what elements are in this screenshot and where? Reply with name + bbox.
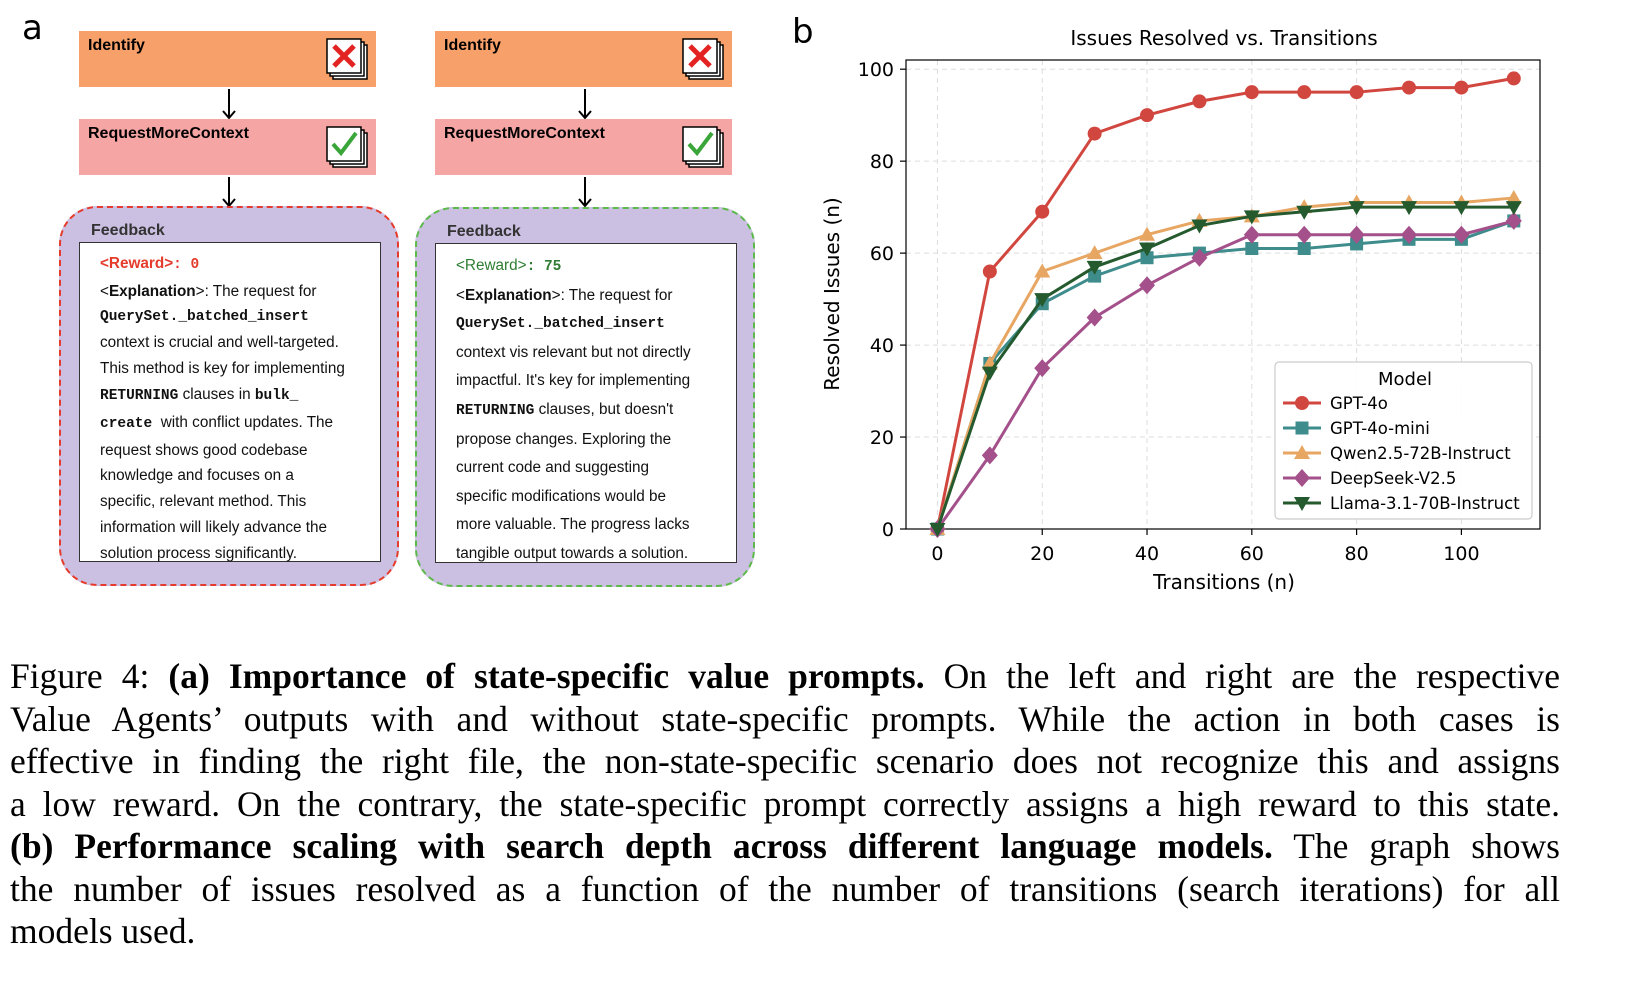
x-tick-label: 20	[1030, 543, 1055, 565]
data-point	[1244, 226, 1260, 244]
data-point	[1297, 85, 1311, 99]
x-tick-label: 40	[1134, 543, 1160, 565]
left-feedback-box	[59, 206, 399, 586]
data-point	[1088, 127, 1102, 141]
caption-line	[10, 740, 1560, 783]
left-line-8: knowledge and focuses on a	[100, 467, 294, 485]
left-line-2: QuerySet._batched_insert	[100, 308, 309, 325]
right-reward-label: <Reward>	[456, 257, 527, 274]
caption-text: a low reward. On the contrary, the state-specific prompt correctly assigns a high reward to this state.	[10, 783, 1560, 824]
right-line-3: context vis relevant but not directly	[456, 343, 691, 361]
caption-bold-text: (b) Performance scaling with search depth across different language models.	[10, 826, 1273, 866]
legend-entry: GPT-4o-mini	[1330, 419, 1430, 438]
legend-entry: Qwen2.5-72B-Instruct	[1330, 444, 1511, 463]
left-line-3: context is crucial and well-targeted.	[100, 334, 339, 352]
right-identify-label: Identify	[444, 37, 501, 54]
right-arrow-1	[575, 87, 595, 121]
text: <	[100, 282, 109, 300]
data-point	[1296, 226, 1312, 244]
legend-title: Model	[1377, 369, 1433, 390]
y-tick-label: 0	[881, 519, 894, 541]
left-line-11: solution process significantly.	[100, 544, 297, 562]
code: bulk_	[254, 387, 299, 404]
caption-text: Value Agents’ outputs with and without state-specific prompts. While the action in both cases is	[10, 698, 1560, 739]
data-point	[1139, 276, 1155, 294]
y-tick-label: 20	[869, 427, 894, 450]
y-tick-label: 60	[869, 243, 894, 266]
left-line-4: This method is key for implementing	[100, 360, 345, 378]
left-reward-value: : 0	[173, 257, 200, 273]
left-line-10: information will likely advance the	[100, 518, 328, 536]
caption-text: the number of issues resolved as a function of the number of transitions (search iterations) for all	[10, 868, 1560, 909]
y-tick-label: 100	[857, 59, 894, 82]
x-tick-label: 100	[1443, 543, 1480, 565]
text: clauses, but doesn't	[534, 400, 674, 418]
caption-line	[10, 910, 1560, 953]
right-reward-value: : 75	[526, 259, 562, 275]
left-arrow-1	[219, 87, 239, 121]
right-line-5	[456, 396, 726, 426]
right-line-2: QuerySet._batched_insert	[456, 316, 665, 333]
legend-marker	[1296, 422, 1309, 435]
left-reward-label: <Reward>	[100, 255, 174, 272]
y-axis-label: Resolved Issues (n)	[820, 197, 844, 391]
caption-line	[10, 868, 1560, 911]
right-line-10: tangible output towards a solution.	[456, 544, 689, 562]
legend-entry: Llama-3.1-70B-Instruct	[1330, 494, 1520, 513]
data-point	[1140, 108, 1154, 122]
left-feedback-content	[79, 242, 381, 562]
text: <	[456, 286, 465, 304]
text: >: The request for	[551, 286, 673, 304]
x-tick-label: 60	[1239, 543, 1264, 565]
data-point	[1035, 205, 1049, 219]
caption-text: models used.	[10, 911, 196, 951]
green-check-document-stack-icon	[680, 124, 726, 170]
right-reward-line	[456, 252, 726, 282]
data-point	[1402, 81, 1416, 95]
chart-title: Issues Resolved vs. Transitions	[1070, 26, 1378, 50]
left-line-9: specific, relevant method. This	[100, 493, 307, 511]
right-feedback-content	[435, 243, 737, 563]
y-tick-label: 80	[869, 151, 894, 174]
right-request-more-context-step	[435, 119, 732, 175]
right-line-1	[456, 282, 726, 311]
code: RETURNING	[100, 387, 179, 404]
right-line-9: more valuable. The progress lacks	[456, 516, 690, 534]
right-line-7: current code and suggesting	[456, 459, 650, 477]
data-point	[1298, 242, 1311, 255]
left-line-5	[100, 382, 370, 410]
data-point	[1350, 85, 1364, 99]
x-axis-label: Transitions (n)	[1153, 570, 1295, 594]
right-line-6: propose changes. Exploring the	[456, 430, 672, 448]
right-line-8: specific modifications would be	[456, 487, 667, 505]
caption-text: On the left and right are the respective	[924, 656, 1560, 696]
text: with conflict updates. The	[152, 413, 334, 431]
right-feedback-box	[415, 207, 755, 587]
caption-line	[10, 783, 1560, 826]
left-rmc-label: RequestMoreContext	[88, 125, 249, 142]
data-point	[1454, 81, 1468, 95]
left-identify-label: Identify	[88, 37, 145, 54]
red-x-document-stack-icon	[680, 36, 726, 82]
left-arrow-2	[219, 175, 239, 209]
left-feedback-title: Feedback	[91, 222, 165, 239]
text: >: The request for	[195, 282, 317, 300]
right-line-4: impactful. It's key for implementing	[456, 372, 691, 390]
code: RETURNING	[456, 402, 535, 419]
text: clauses in	[178, 385, 255, 403]
figure-caption	[10, 655, 1560, 953]
left-identify-step	[79, 31, 376, 87]
legend-marker	[1295, 396, 1309, 410]
caption-line	[10, 698, 1560, 741]
right-arrow-2	[575, 175, 595, 209]
data-point	[1245, 85, 1259, 99]
data-point	[983, 265, 997, 279]
explanation-label: Explanation	[108, 282, 196, 300]
legend	[1275, 362, 1532, 519]
caption-line	[10, 825, 1560, 868]
left-request-more-context-step	[79, 119, 376, 175]
caption-line	[10, 655, 1560, 698]
data-point	[1245, 242, 1258, 255]
left-line-1	[100, 279, 370, 305]
green-check-document-stack-icon	[324, 124, 370, 170]
legend-entry: GPT-4o	[1330, 394, 1388, 413]
legend-entry: DeepSeek-V2.5	[1330, 469, 1457, 488]
caption-text: The graph shows	[1272, 826, 1560, 866]
explanation-label: Explanation	[464, 286, 552, 304]
caption-text: effective in finding the right file, the non-state-specific scenario does not recognize this and assigns	[10, 741, 1560, 781]
left-line-6	[100, 410, 370, 438]
code: create	[100, 415, 153, 432]
left-line-7: request shows good codebase	[100, 441, 308, 459]
panel-a-letter: a	[22, 8, 43, 48]
right-feedback-title: Feedback	[447, 223, 521, 240]
caption-bold-text: (a) Importance of state-specific value prompts.	[168, 656, 925, 696]
right-rmc-label: RequestMoreContext	[444, 125, 605, 142]
data-point	[1507, 71, 1521, 85]
x-tick-label: 0	[931, 543, 944, 565]
right-identify-step	[435, 31, 732, 87]
panel-b-letter: b	[792, 12, 814, 52]
issues-resolved-chart	[800, 0, 1635, 610]
caption-text: Figure 4:	[10, 656, 169, 696]
red-x-document-stack-icon	[324, 36, 370, 82]
left-reward-line	[100, 251, 370, 279]
y-tick-label: 40	[869, 335, 894, 358]
data-point	[1192, 94, 1206, 108]
x-tick-label: 80	[1344, 543, 1369, 565]
